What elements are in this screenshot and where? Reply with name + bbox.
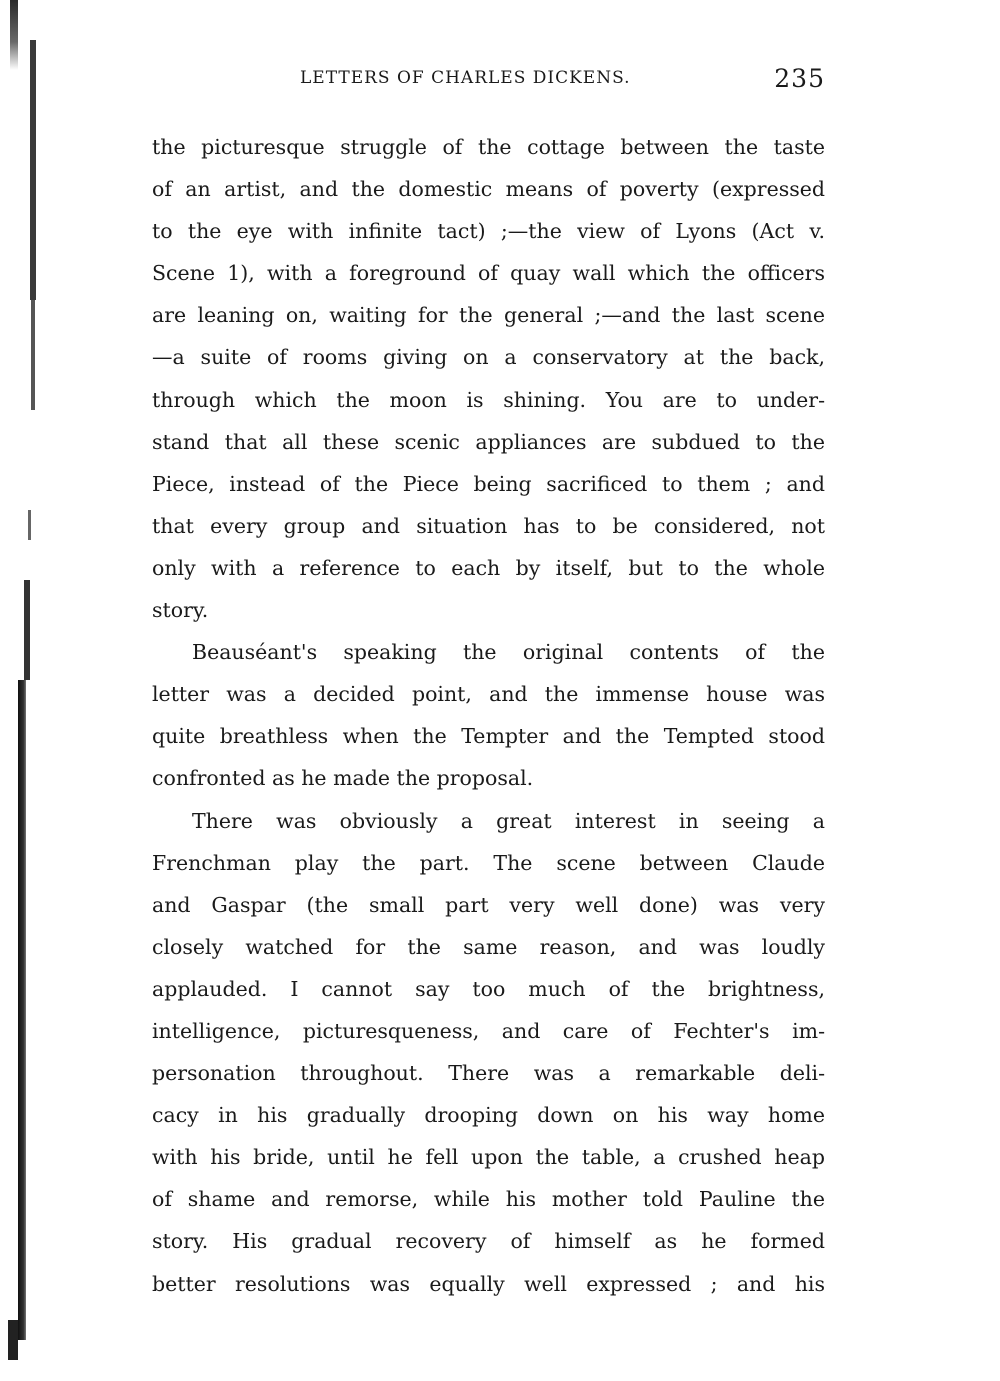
page-gutter-shadow: [0, 0, 48, 1381]
text-line: Frenchman play the part. The scene between Claude: [152, 850, 825, 875]
text-line: story.: [152, 598, 209, 623]
text-line: cacy in his gradually drooping down on his way home: [152, 1103, 825, 1128]
text-line: Piece, instead of the Piece being sacrificed to them ; and: [152, 471, 825, 496]
text-line: with his bride, until he fell upon the table, a crushed heap: [152, 1145, 825, 1170]
text-line: confronted as he made the proposal.: [152, 766, 534, 791]
running-title: LETTERS OF CHARLES DICKENS.: [300, 68, 631, 88]
text-line: only with a reference to each by itself, but to the whole: [152, 555, 825, 580]
text-line: and Gaspar (the small part very well done) was very: [152, 892, 825, 917]
text-line: of shame and remorse, while his mother told Pauline the: [152, 1187, 825, 1212]
text-line: story. His gradual recovery of himself as he formed: [152, 1229, 825, 1254]
text-line: —a suite of rooms giving on a conservatory at the back,: [152, 345, 825, 370]
text-line: through which the moon is shining. You are to under-: [152, 387, 825, 412]
text-line: are leaning on, waiting for the general ;—and the last scene: [152, 303, 825, 328]
text-line: letter was a decided point, and the immense house was: [152, 682, 825, 707]
text-line: There was obviously a great interest in seeing a: [192, 808, 825, 833]
text-line: intelligence, picturesqueness, and care of Fechter's im-: [152, 1018, 825, 1043]
text-line: quite breathless when the Tempter and the Tempted stood: [152, 724, 825, 749]
text-line: the picturesque struggle of the cottage between the taste: [152, 135, 825, 159]
text-line: to the eye with infinite tact) ;—the view of Lyons (Act v.: [152, 219, 825, 244]
text-line: better resolutions was equally well expressed ; and his: [152, 1271, 825, 1296]
text-line: applauded. I cannot say too much of the brightness,: [152, 976, 825, 1001]
text-line: Scene 1), with a foreground of quay wall which the officers: [152, 261, 825, 286]
text-line: personation throughout. There was a remarkable deli-: [152, 1061, 825, 1086]
text-line: that every group and situation has to be considered, not: [152, 513, 825, 538]
page-header: [152, 64, 825, 100]
text-line: stand that all these scenic appliances are subdued to the: [152, 429, 825, 454]
page-number: 235: [774, 64, 825, 93]
text-line: closely watched for the same reason, and was loudly: [152, 934, 825, 959]
body-text: [152, 126, 825, 1305]
text-line: Beauséant's speaking the original contents of the: [192, 640, 825, 665]
text-line: of an artist, and the domestic means of poverty (expressed: [152, 177, 825, 202]
